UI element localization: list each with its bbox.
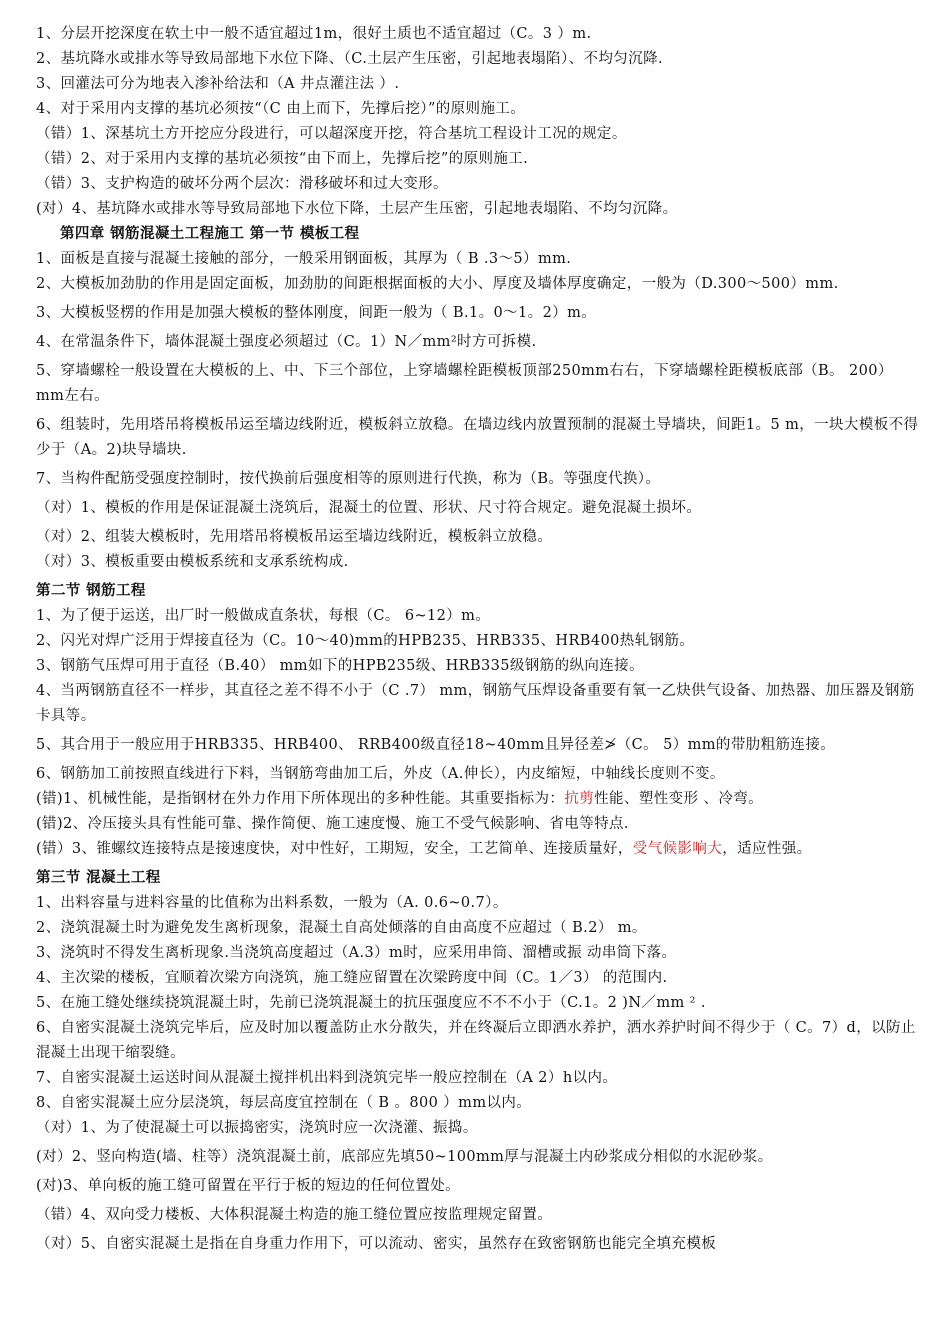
text-line: 3、钢筋气压焊可用于直径（B.40） mm如下的HPB235级、HRB335级钢筋的纵向连接。 (36, 658, 644, 674)
text-line: (对)3、单向板的施工缝可留置在平行于板的短边的任何位置处。 (36, 1178, 461, 1194)
chapter-heading: 第四章 钢筋混凝土工程施工 第一节 模板工程 (60, 226, 360, 242)
text-line: 8、自密实混凝土应分层浇筑，每层高度宜控制在（ B 。800 ）mm以内。 (36, 1095, 532, 1111)
text-line: （对）5、自密实混凝土是指在自身重力作用下，可以流动、密实，虽然存在致密钢筋也能完全填充模板 (36, 1236, 717, 1252)
text-segment: ，适应性强。 (722, 841, 812, 857)
text-line: 2、基坑降水或排水等导致局部地下水位下降、（C.土层产生压密，引起地表塌陷）、不均匀沉降. (36, 51, 664, 67)
text-line: （错）2、对于采用内支撑的基坑必须按“由下而上，先撑后挖”的原则施工. (36, 151, 529, 167)
text-line: 2、大模板加劲肋的作用是固定面板，加劲肋的间距根据面板的大小、厚度及墙体厚度确定，一般为（D.300～500）mm. (36, 276, 839, 292)
text-line: （错）4、双向受力楼板、大体积混凝土构造的施工缝位置应按监理规定留置。 (36, 1207, 553, 1223)
text-line: (错)2、冷压接头具有性能可靠、操作简便、施工速度慢、施工不受气候影响、省电等特点. (36, 816, 629, 832)
document-body (36, 22, 920, 1257)
text-line: （对）3、模板重要由模板系统和支承系统构成. (36, 554, 349, 570)
text-segment: 性能、塑性变形 、冷弯。 (594, 791, 764, 807)
text-line: （错）3、支护构造的破坏分两个层次：滑移破坏和过大变形。 (36, 176, 448, 192)
text-line: 7、自密实混凝土运送时间从混凝土搅拌机出料到浇筑完毕一般应控制在（A 2）h以内。 (36, 1070, 618, 1086)
text-line: (对）4、基坑降水或排水等导致局部地下水位下降，土层产生压密，引起地表塌陷、不均匀沉降。 (36, 201, 678, 217)
text-line: 4、在常温条件下，墙体混凝土强度必须超过（C。1）N／mm²时方可拆模. (36, 334, 537, 350)
text-line: 3、大模板竖楞的作用是加强大模板的整体刚度，间距一般为（ B.1。0～1。2）m。 (36, 305, 597, 321)
text-line: 5、在施工缝处继续挠筑混凝土时，先前已浇筑混凝土的抗压强度应不不不小于（C.1。2 )N／mm ² . (36, 995, 706, 1011)
text-line: 4、当两钢筋直径不一样步，其直径之差不得不小于（C .7） mm，钢筋气压焊设备重要有氧一乙炔供气设备、加热器、加压器及钢筋卡具等。 (36, 683, 915, 724)
text-line (36, 837, 920, 862)
text-line (36, 787, 920, 812)
text-line: （对）1、为了使混凝土可以振捣密实，浇筑时应一次浇灌、振捣。 (36, 1120, 478, 1136)
text-line: 2、浇筑混凝土时为避免发生离析现象，混凝土自高处倾落的自由高度不应超过（ B.2） m。 (36, 920, 647, 936)
text-line: 1、分层开挖深度在软土中一般不适宜超过1m，很好土质也不适宜超过（C。3 ）m. (36, 26, 592, 42)
text-line: 3、浇筑时不得发生离析现象.当浇筑高度超过（A.3）m时，应采用串筒、溜槽或振 动串筒下落。 (36, 945, 677, 961)
text-line: (对）2、竖向构造(墙、柱等）浇筑混凝土前，底部应先填50~100mm厚与混凝土内砂浆成分相似的水泥砂浆。 (36, 1149, 773, 1165)
text-line: 6、自密实混凝土浇筑完毕后，应及时加以覆盖防止水分散失，并在终凝后立即洒水养护，洒水养护时间不得少于（ C。7）d，以防止混凝土出现干缩裂缝。 (36, 1020, 916, 1061)
text-line: （错）1、深基坑土方开挖应分段进行，可以超深度开挖，符合基坑工程设计工况的规定。 (36, 126, 627, 142)
text-line: 1、为了便于运送，出厂时一般做成直条状，每根（C。 6~12）m。 (36, 608, 491, 624)
text-line: 6、组装时，先用塔吊将模板吊运至墙边线附近，模板斜立放稳。在墙边线内放置预制的混凝土导墙块，间距1。5 m，一块大模板不得少于（A。2)块导墙块. (36, 417, 919, 458)
highlight-text: 受气候影响大 (632, 841, 723, 857)
highlight-text: 抗剪 (564, 791, 595, 807)
text-line: 1、面板是直接与混凝土接触的部分，一般采用钢面板，其厚为（ B .3～5）mm. (36, 251, 572, 267)
text-line: 3、回灌法可分为地表入渗补给法和（A 井点灌注法 ）. (36, 76, 400, 92)
section-heading: 第三节 混凝土工程 (36, 870, 161, 886)
text-line: （对）2、组装大模板时，先用塔吊将模板吊运至墙边线附近，模板斜立放稳。 (36, 529, 553, 545)
text-segment: (错)1、机械性能，是指钢材在外力作用下所体现出的多种性能。其重要指标为： (36, 791, 565, 807)
text-line: 1、出料容量与进料容量的比值称为出料系数，一般为（A. 0.6~0.7）。 (36, 895, 508, 911)
text-line: 7、当构件配筋受强度控制时，按代换前后强度相等的原则进行代换，称为（B。等强度代换）。 (36, 471, 661, 487)
text-line: 5、穿墙螺栓一般设置在大模板的上、中、下三个部位，上穿墙螺栓距模板顶部250mm右右，下穿墙螺栓距模板底部（B。 200）mm左右。 (36, 363, 893, 404)
text-line: 5、其合用于一般应用于HRB335、HRB400、 RRB400级直径18~40mm且异径差≯（C。 5）mm的带肋粗筋连接。 (36, 737, 836, 753)
text-segment: (错）3、锥螺纹连接特点是接速度快，对中性好，工期短，安全，工艺简单、连接质量好， (36, 841, 633, 857)
text-line: （对）1、模板的作用是保证混凝土浇筑后，混凝土的位置、形状、尺寸符合规定。避免混凝土损坏。 (36, 500, 702, 516)
text-line: 6、钢筋加工前按照直线进行下料，当钢筋弯曲加工后，外皮（A.伸长），内皮缩短，中轴线长度则不变。 (36, 766, 725, 782)
text-line: 2、闪光对焊广泛用于焊接直径为（C。10～40)mm的HPB235、HRB335、HRB400热轧钢筋。 (36, 633, 695, 649)
section-heading: 第二节 钢筋工程 (36, 583, 146, 599)
text-line: 4、对于采用内支撑的基坑必须按“（C 由上而下，先撑后挖）”的原则施工。 (36, 101, 526, 117)
text-line: 4、主次梁的楼板，宜顺着次梁方向浇筑，施工缝应留置在次梁跨度中间（C。1／3） 的范围内. (36, 970, 668, 986)
